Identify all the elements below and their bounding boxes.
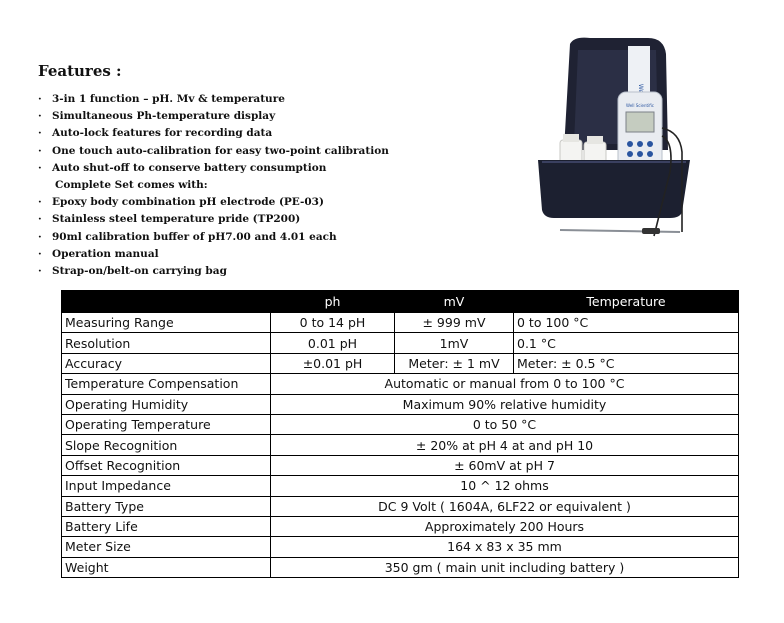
table-header-row <box>62 291 739 313</box>
table-row <box>62 414 739 434</box>
row-label: Weight <box>62 557 271 577</box>
feature-item: · Stainless steel temperature pride (TP200) <box>38 211 389 228</box>
feature-item: · Strap-on/belt-on carrying bag <box>38 263 389 280</box>
header-ph: ph <box>271 291 395 313</box>
table-cell-merged: ± 60mV at pH 7 <box>271 455 739 475</box>
table-cell-merged: 0 to 50 °C <box>271 414 739 434</box>
table-cell-merged: DC 9 Volt ( 1604A, 6LF22 or equivalent ) <box>271 496 739 516</box>
meter-button <box>647 141 653 147</box>
table-row <box>62 455 739 475</box>
table-cell-merged: Automatic or manual from 0 to 100 °C <box>271 374 739 394</box>
table-row <box>62 353 739 373</box>
meter-button <box>647 151 653 157</box>
feature-item: · Simultaneous Ph-temperature display <box>38 108 389 125</box>
feature-item: · 90ml calibration buffer of pH7.00 and 4.01 each <box>38 229 389 246</box>
header-cell <box>62 291 271 313</box>
table-row <box>62 374 739 394</box>
ph-electrode <box>642 228 660 234</box>
table-cell: Meter: ± 0.5 °C <box>514 353 739 373</box>
table-row <box>62 476 739 496</box>
table-row <box>62 496 739 516</box>
spec-table <box>61 290 739 578</box>
table-cell: 0 to 14 pH <box>271 313 395 333</box>
feature-item: · One touch auto-calibration for easy two-point calibration <box>38 143 389 160</box>
row-label: Battery Type <box>62 496 271 516</box>
table-cell-merged: 10 ^ 12 ohms <box>271 476 739 496</box>
row-label: Temperature Compensation <box>62 374 271 394</box>
feature-item: Complete Set comes with: <box>55 179 208 192</box>
row-label: Resolution <box>62 333 271 353</box>
header-mv: mV <box>395 291 514 313</box>
row-label: Input Impedance <box>62 476 271 496</box>
table-row <box>62 394 739 414</box>
meter-button <box>627 151 633 157</box>
feature-item: · 3-in 1 function – pH. Mv & temperature <box>38 91 389 108</box>
row-label: Measuring Range <box>62 313 271 333</box>
row-label: Battery Life <box>62 516 271 536</box>
table-row <box>62 537 739 557</box>
table-cell: 1mV <box>395 333 514 353</box>
table-cell-merged: Approximately 200 Hours <box>271 516 739 536</box>
meter-button <box>637 151 643 157</box>
table-row <box>62 557 739 577</box>
table-cell: 0 to 100 °C <box>514 313 739 333</box>
table-cell: ±0.01 pH <box>271 353 395 373</box>
row-label: Offset Recognition <box>62 455 271 475</box>
row-label: Operating Humidity <box>62 394 271 414</box>
row-label: Operating Temperature <box>62 414 271 434</box>
table-cell-merged: 350 gm ( main unit including battery ) <box>271 557 739 577</box>
table-cell: ± 999 mV <box>395 313 514 333</box>
table-row <box>62 516 739 536</box>
table-cell: 0.01 pH <box>271 333 395 353</box>
header-temperature: Temperature <box>514 291 739 313</box>
meter-display <box>626 112 654 132</box>
features-title: Features : <box>38 62 122 80</box>
product-image <box>530 32 700 247</box>
table-cell-merged: ± 20% at pH 4 at and pH 10 <box>271 435 739 455</box>
row-label: Slope Recognition <box>62 435 271 455</box>
feature-item: · Auto shut-off to conserve battery consumption <box>38 160 389 177</box>
table-cell-merged: 164 x 83 x 35 mm <box>271 537 739 557</box>
temperature-probe <box>560 230 680 232</box>
features-list <box>38 91 389 280</box>
table-cell: 0.1 °C <box>514 333 739 353</box>
table-cell-merged: Maximum 90% relative humidity <box>271 394 739 414</box>
feature-item: · Auto-lock features for recording data <box>38 125 389 142</box>
table-cell: Meter: ± 1 mV <box>395 353 514 373</box>
row-label: Meter Size <box>62 537 271 557</box>
device-label: Well Scientific <box>626 103 654 108</box>
feature-item: · Epoxy body combination pH electrode (PE-03) <box>38 194 389 211</box>
table-row <box>62 333 739 353</box>
row-label: Accuracy <box>62 353 271 373</box>
meter-button <box>627 141 633 147</box>
meter-button <box>637 141 643 147</box>
table-row <box>62 435 739 455</box>
feature-item: · Operation manual <box>38 246 389 263</box>
table-row <box>62 313 739 333</box>
bag-tray <box>538 160 690 218</box>
